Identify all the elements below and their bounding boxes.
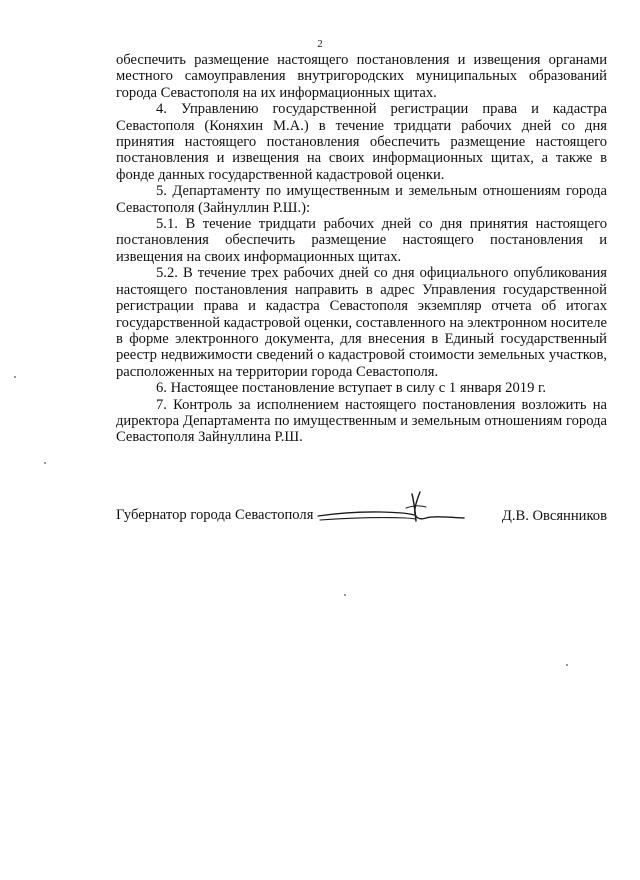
paragraph-item-6: 6. Настоящее постановление вступает в силу с 1 января 2019 г.: [156, 380, 546, 397]
paragraph-item-5-1: 5.1. В течение тридцати рабочих дней со дня принятия настоящего постановления обеспечить размещение настоящего постановления и извещения на своих информационных щитах.: [116, 216, 607, 265]
handwritten-signature: [316, 490, 466, 530]
scan-speck: [566, 664, 568, 666]
document-body: [116, 52, 607, 446]
paragraph-item-4: 4. Управлению государственной регистрации права и кадастра Севастополя (Коняхин М.А.) в течение тридцати рабочих дней со дня принятия настоящего постановления обеспечить размещение настоящего постановления и извещения на своих информационных щитах, а также в фонде данных государственной кадастровой оценки.: [116, 101, 607, 183]
scan-speck: [14, 376, 16, 378]
paragraph-item-5: 5. Департаменту по имущественным и земельным отношениям города Севастополя (Зайнуллин Р.Ш.):: [116, 183, 607, 216]
page-number: 2: [317, 38, 323, 50]
paragraph-continuation: обеспечить размещение настоящего постановления и извещения органами местного самоуправления внутригородских муниципальных образований города Севастополя на их информационных щитах.: [116, 52, 607, 101]
paragraph-item-5-2: 5.2. В течение трех рабочих дней со дня официального опубликования настоящего постановления направить в адрес Управления государственной регистрации права и кадастра Севастополя экземпляр отчета об итогах государственной кадастровой оценки, составленного на электронном носителе в форме электронного документа, для внесения в Единый государственный реестр недвижимости сведений о кадастровой стоимости земельных участков, расположенных на территории города Севастополя.: [116, 265, 607, 380]
scan-speck: [44, 462, 46, 464]
signatory-title: Губернатор города Севастополя: [116, 507, 314, 523]
signatory-name: Д.В. Овсянников: [501, 508, 607, 524]
signature-block: [116, 490, 607, 540]
scan-speck: [344, 594, 346, 596]
paragraph-item-7: 7. Контроль за исполнением настоящего постановления возложить на директора Департамента по имущественным и земельным отношениям города Севастополя Зайнуллина Р.Ш.: [116, 396, 607, 446]
